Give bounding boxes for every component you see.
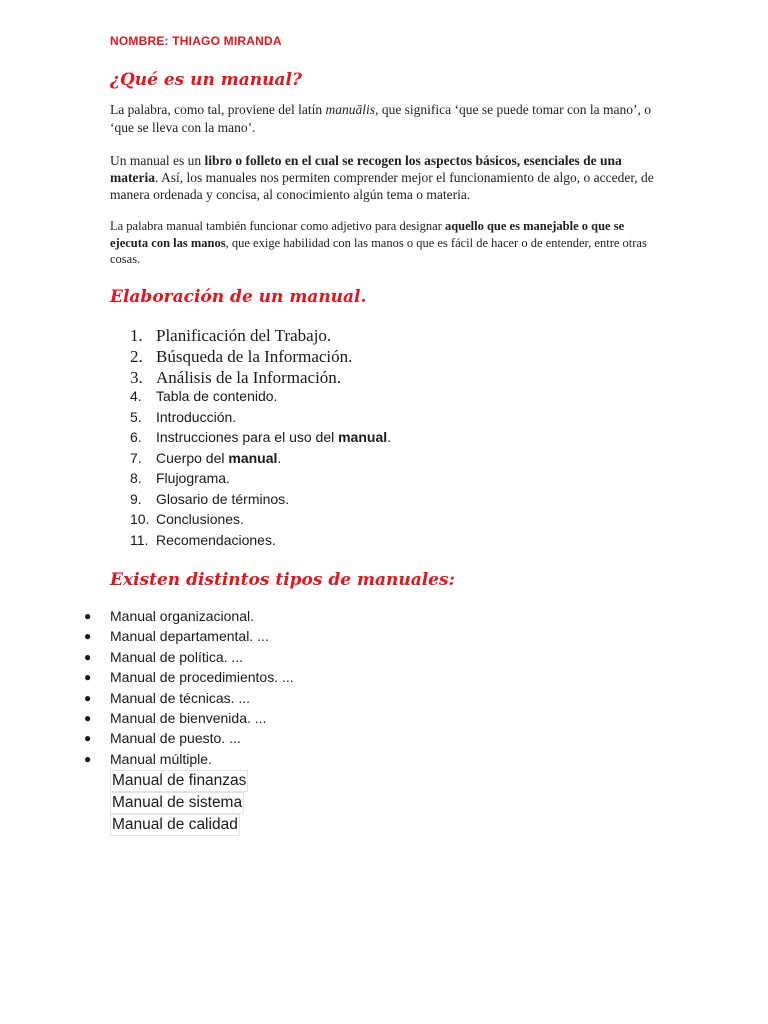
list-text: Introducción. (156, 408, 237, 425)
heading-manual-types: Existen distintos tipos de manuales: (110, 570, 455, 590)
list-number: 11. (130, 531, 149, 548)
definition-text-start: Un manual es un (110, 153, 205, 168)
list-text: Tabla de contenido. (156, 388, 278, 404)
extra-manual-types (110, 770, 248, 836)
list-item (130, 489, 391, 510)
list-item (130, 346, 352, 367)
list-item (130, 530, 391, 551)
list-number: 10. (130, 511, 150, 527)
list-item (130, 427, 391, 448)
list-item (84, 688, 294, 708)
list-number: 4. (130, 388, 142, 404)
list-text: Flujograma. (156, 470, 230, 486)
list-number: 1. (130, 326, 143, 345)
list-text: . (277, 449, 282, 466)
list-text: Conclusiones. (156, 511, 244, 527)
extra-item-finanzas: Manual de finanzas (110, 770, 248, 792)
list-text: Recomendaciones. (156, 531, 276, 548)
adjective-bold: aquello que es manejable o que se ejecuta con las manos (110, 219, 625, 250)
list-item (84, 606, 294, 626)
student-name: NOMBRE: THIAGO MIRANDA (110, 34, 282, 48)
list-number: 2. (130, 347, 143, 366)
bullet-icon: ● (84, 690, 92, 705)
definition-text-end: . Así, los manuales nos permiten comprender mejor el funcionamiento de algo, o acceder, de manera ordenada y concisa, al conocimiento algún tema o materia. (110, 170, 654, 202)
paragraph-etymology (110, 101, 665, 137)
paragraph-adjective (110, 218, 665, 268)
list-item (130, 509, 391, 530)
heading-what-is-manual: ¿Qué es un manual? (110, 70, 302, 90)
list-item (84, 647, 294, 667)
list-item (130, 468, 391, 489)
paragraph-definition (110, 152, 665, 203)
bullet-icon: ● (84, 649, 92, 664)
bullet-icon: ● (84, 751, 92, 766)
list-text: Análisis de la Información. (156, 368, 342, 387)
bullet-icon: ● (84, 711, 92, 726)
bullet-icon: ● (84, 731, 92, 746)
list-number: 6. (130, 429, 142, 445)
list-item (84, 728, 294, 748)
list-text-bold: manual (228, 449, 278, 466)
list-number: 5. (130, 408, 142, 425)
list-text: Manual múltiple. (110, 750, 212, 767)
list-text: Manual de puesto. ... (110, 730, 241, 747)
list-text: Manual de política. ... (110, 648, 244, 665)
list-text: Cuerpo del (156, 449, 229, 466)
list-item (84, 708, 294, 728)
definition-bold: libro o folleto en el cual se recogen los aspectos básicos, esenciales de una materia (110, 153, 622, 185)
heading-elaboration: Elaboración de un manual. (110, 287, 367, 307)
bullet-icon: ● (84, 629, 92, 644)
list-text: Manual departamental. ... (110, 628, 269, 645)
elaboration-list-serif (130, 325, 352, 388)
list-item (130, 407, 391, 428)
list-text: Glosario de términos. (156, 490, 290, 507)
adjective-text-start: La palabra manual también funcionar como adjetivo para designar (110, 219, 445, 233)
list-text: Manual de procedimientos. ... (110, 669, 294, 686)
extra-item-calidad: Manual de calidad (110, 814, 240, 836)
list-item (84, 626, 294, 646)
list-text: Manual de técnicas. ... (110, 689, 251, 706)
manual-types-list (84, 606, 294, 769)
list-text-bold: manual (338, 429, 388, 445)
etymology-text-end: , que significa ‘que se puede tomar con la mano’, o ‘que se lleva con la mano’. (110, 102, 651, 135)
list-number: 3. (130, 368, 143, 387)
list-item (130, 386, 391, 407)
list-text: . (387, 429, 392, 445)
bullet-icon: ● (84, 670, 92, 685)
elaboration-list-sans (130, 386, 391, 550)
extra-item-sistema: Manual de sistema (110, 792, 244, 814)
list-number: 7. (130, 449, 142, 466)
list-text: Planificación del Trabajo. (156, 326, 332, 345)
list-number: 9. (130, 490, 142, 507)
list-item (130, 367, 352, 388)
list-number: 8. (130, 470, 142, 486)
list-item (84, 749, 294, 769)
list-item (130, 448, 391, 469)
list-text: Instrucciones para el uso del (156, 429, 339, 445)
adjective-text-end: , que exige habilidad con las manos o que es fácil de hacer o de entender, entre otras cosas. (110, 235, 647, 266)
latin-word: manuālis (325, 102, 376, 117)
list-text: Búsqueda de la Información. (156, 347, 353, 366)
list-item (84, 667, 294, 687)
list-text: Manual organizacional. (110, 608, 254, 624)
list-item (130, 325, 352, 346)
list-text: Manual de bienvenida. ... (110, 710, 267, 727)
bullet-icon: ● (84, 609, 92, 623)
etymology-text-start: La palabra, como tal, proviene del latín (110, 102, 326, 117)
